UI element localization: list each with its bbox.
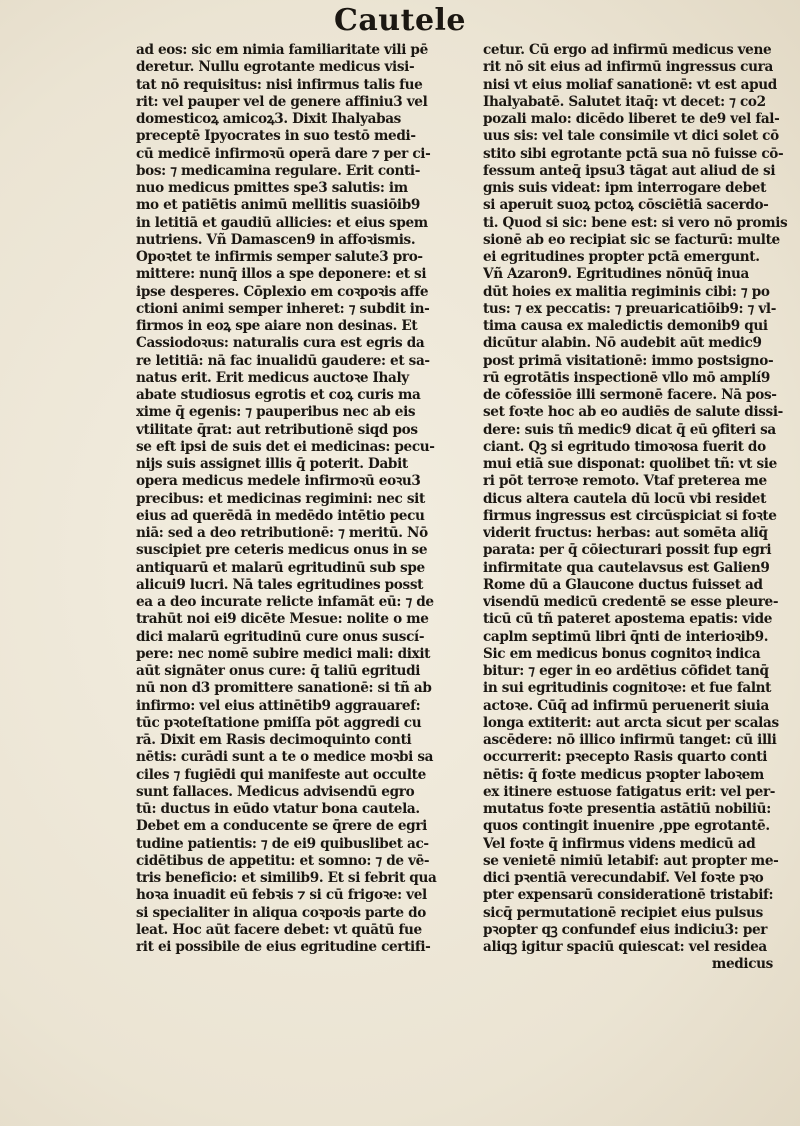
- catchword: medicus: [711, 956, 773, 973]
- text-line: mutatus foꝛte presentia astātiū nobiliū:: [483, 801, 771, 817]
- text-line: Sic em medicus bonus cognitoꝛ indica: [483, 645, 761, 662]
- text-line: ciant. Qꝫ si egritudo timoꝛosa fuerit do: [483, 438, 766, 455]
- text-line: caplm septimū libri q̄nti de interioꝛib9.: [483, 628, 769, 645]
- text-line: visendū medicū credentē se esse pleure-: [483, 594, 779, 610]
- text-line: ascēdere: nō illico infirmū tanget: cū illi: [483, 732, 777, 748]
- text-line: niā: sed a deo retributionē: ⁊ meritū. Nō: [136, 525, 428, 541]
- text-line: infirmo: vel eius attinētib9 aggrauaref:: [136, 697, 421, 714]
- text-line: nētis: q̄ foꝛte medicus pꝛopter laboꝛem: [483, 766, 764, 783]
- text-line: preceptē Ipyocrates in suo testō medi-: [136, 128, 416, 145]
- text-line: sicq̄ permutationē recipiet eius pulsus: [483, 904, 763, 921]
- text-line: mo et patiētis animū mellitis suasiōib9: [136, 197, 420, 214]
- text-line: dūt hoies ex malitia regiminis cibi: ⁊ po: [483, 283, 770, 300]
- text-line: ticū cū tñ pateret apostema epatis: vide: [483, 611, 773, 628]
- text-line: re letitiā: nā fac inualidū gaudere: et sa-: [136, 352, 430, 369]
- text-line: natus erit. Erit medicus auctoꝛe Ihaly: [136, 369, 409, 386]
- text-line: eius ad querēdā in medēdo intētio pecu: [136, 507, 425, 524]
- text-line: infirmitate qua cautelavsus est Galien9: [483, 559, 770, 576]
- text-line: fessum anteq̄ ipsu3 tāgat aut aliud de si: [483, 162, 776, 179]
- text-line: firmos in eoꝝ spe aiare non desinas. Et: [136, 318, 418, 334]
- text-line: nisi vt eius moliaf sanationē: vt est apud: [483, 76, 777, 93]
- text-line: aliqꝫ igitur spaciū quiescat: vel residea: [483, 939, 767, 955]
- text-line: si specialiter in aliqua coꝛpoꝛis parte do: [136, 904, 426, 921]
- text-line: tima causa ex maledictis demonib9 qui: [483, 318, 768, 334]
- text-line: quos contingit inuenire ,ppe egrotantē.: [483, 818, 770, 835]
- left-text-column: [136, 42, 476, 956]
- text-line: rā. Dixit em Rasis decimoquinto conti: [136, 732, 412, 748]
- text-line: bitur: ⁊ eger in eo ardētius cōfidet tanq̄: [483, 663, 769, 679]
- text-line: antiquarū et malarū egritudinū sub spe: [136, 559, 425, 576]
- text-line: Ihalyabatē. Salutet itaq̄: vt decet: ⁊ co2: [483, 93, 766, 110]
- text-line: post primā visitationē: immo postsigno-: [483, 352, 774, 369]
- text-line: mui etiā sue disponat: quolibet tñ: vt sie: [483, 456, 777, 472]
- text-line: ea a deo incurate relicte infamāt eū: ⁊ de: [136, 594, 434, 610]
- text-line: tus: ⁊ ex peccatis: ⁊ preuaricatiōib9: ⁊ vl-: [483, 300, 776, 317]
- text-line: alicui9 lucri. Nā tales egritudines posst: [136, 576, 424, 593]
- text-line: rit: vel pauper vel de genere affiniu3 vel: [136, 93, 428, 110]
- text-line: leat. Hoc aūt facere debet: vt quātū fue: [136, 921, 422, 938]
- text-line: ipse desperes. Cōplexio em coꝛpoꝛis affe: [136, 283, 429, 300]
- text-line: occurrerit: pꝛecepto Rasis quarto conti: [483, 749, 768, 766]
- text-line: tris beneficio: et similib9. Et si febrit qua: [136, 870, 437, 886]
- text-line: opera medicus medele infirmoꝛū eoꝛu3: [136, 473, 421, 490]
- text-line: pꝛopter qꝫ confundef eius indiciu3: per: [483, 921, 768, 938]
- text-line: Debet em a conducente se q̄rere de egri: [136, 818, 427, 835]
- text-line: ad eos: sic em nimia familiaritate vili pē: [136, 42, 428, 58]
- text-line: se eft ipsi de suis det ei medicinas: pecu-: [136, 438, 435, 455]
- text-line: cetur. Cū ergo ad infirmū medicus vene: [483, 42, 772, 58]
- text-line: in sui egritudinis cognitoꝛe: et fue falnt: [483, 680, 772, 697]
- text-line: de cōfessiōe illi sermonē facere. Nā pos-: [483, 387, 777, 403]
- text-line: uus sis: vel tale consimile vt dici solet cō: [483, 128, 779, 145]
- text-line: Vñ Azaron9. Egritudines nōnūq̄ inua: [483, 266, 750, 283]
- text-line: vtilitate q̄rat: aut retributionē siqd pos: [136, 421, 418, 438]
- text-line: rū egrotātis inspectionē vllo mō amplí9: [483, 369, 771, 386]
- right-text-column: [483, 42, 800, 974]
- text-line: nutriens. Vñ Damascen9 in affoꝛismis.: [136, 231, 416, 248]
- text-line: dicus altera cautela dū locū vbi residet: [483, 490, 767, 507]
- text-line: tūc pꝛoteſtatione pmiſſa pōt aggredi cu: [136, 714, 422, 731]
- text-line: stito sibi egrotante pctā sua nō fuisse cō-: [483, 145, 784, 162]
- text-line: ri pōt terroꝛe remoto. Vtaf preterea me: [483, 473, 767, 490]
- text-line: ex itinere estuose fatigatus erit: vel per-: [483, 783, 776, 800]
- text-line: nijs suis assignet illis q̄ poterit. Dabit: [136, 456, 408, 472]
- text-line: Rome dū a Glaucone ductus fuisset ad: [483, 576, 763, 593]
- text-line: nū non d3 promittere sanationē: si tñ ab: [136, 680, 432, 697]
- text-line: sunt fallaces. Medicus advisendū egro: [136, 783, 415, 800]
- text-line: rit nō sit eius ad infirmū ingressus cura: [483, 59, 773, 76]
- text-line: gnis suis videat: ipm interrogare debet: [483, 180, 767, 196]
- text-line: dicūtur alabin. Nō audebit aūt medic9: [483, 335, 762, 352]
- text-line: viderit fructus: herbas: aut somēta aliq̄: [483, 525, 768, 541]
- text-line: pere: nec nomē subire medici mali: dixit: [136, 645, 431, 662]
- text-line: in letitiā et gaudiū allicies: et eius spem: [136, 214, 428, 231]
- text-line: parata: per q̄ cōiecturari possit fup egri: [483, 542, 772, 559]
- text-line: cidētibus de appetitu: et somno: ⁊ de vē-: [136, 852, 430, 869]
- text-line: dere: suis tñ medic9 dicat q̄ eū ꝯfiteri sa: [483, 421, 776, 438]
- running-head: Cautele: [333, 3, 467, 38]
- text-line: mittere: nunq̄ illos a spe deponere: et si: [136, 266, 427, 283]
- text-line: Opoꝛtet te infirmis semper salute3 pro-: [136, 249, 423, 265]
- text-line: pter expensarū considerationē tristabif:: [483, 887, 774, 904]
- text-line: trahūt noi ei9 dicēte Mesue: nolite o me: [136, 611, 429, 628]
- text-line: ei egritudines propter pctā emergunt.: [483, 249, 760, 265]
- text-line: suscipiet pre ceteris medicus onus in se: [136, 542, 428, 559]
- text-line: actoꝛe. Cūq̄ ad infirmū peruenerit siuia: [483, 697, 769, 714]
- text-line: sionē ab eo recipiat sic se facturū: multe: [483, 231, 780, 248]
- text-line: cū medicē infirmoꝛū operā dare ⁊ per ci-: [136, 145, 431, 162]
- text-line: bos: ⁊ medicamina regulare. Erit conti-: [136, 162, 421, 179]
- text-line: si aperuit suoꝝ pctoꝝ cōsciētiā sacerdo-: [483, 197, 769, 214]
- text-line: se venietē nimiū letabif: aut propter me-: [483, 852, 779, 869]
- text-line: pozali malo: dicēdo liberet te de9 vel fal-: [483, 111, 780, 127]
- text-line: dici pꝛentiā verecundabif. Vel foꝛte pꝛo: [483, 870, 764, 886]
- text-line: abate studiosus egrotis et coꝝ curis ma: [136, 387, 421, 403]
- text-line: deretur. Nullu egrotante medicus visi-: [136, 59, 415, 76]
- text-line: ti. Quod si sic: bene est: si vero nō promis: [483, 214, 788, 231]
- text-line: dici malarū egritudinū cure onus suscí-: [136, 628, 425, 645]
- text-line: rit ei possibile de eius egritudine certifi-: [136, 939, 431, 955]
- text-line: firmus ingressus est circūspiciat si foꝛte: [483, 507, 777, 524]
- text-line: ciles ⁊ fugiēdi qui manifeste aut occulte: [136, 766, 426, 783]
- text-line: domesticoꝝ amicoꝝ3. Dixit Ihalyabas: [136, 111, 401, 127]
- text-line: aūt signāter onus cure: q̄ taliū egritudi: [136, 663, 421, 679]
- text-line: ctioni animi semper inheret: ⁊ subdit in-: [136, 300, 430, 317]
- text-line: tudine patientis: ⁊ de ei9 quibuslibet ac-: [136, 835, 429, 852]
- text-line: hoꝛa inuadit eū febꝛis ⁊ si cū frigoꝛe: vel: [136, 887, 427, 904]
- text-line: set foꝛte hoc ab eo audiēs de salute dissi-: [483, 404, 783, 421]
- text-line: precibus: et medicinas regimini: nec sit: [136, 490, 425, 507]
- text-line: tū: ductus in eūdo vtatur bona cautela.: [136, 801, 420, 817]
- text-line: longa extiterit: aut arcta sicut per scalas: [483, 714, 779, 731]
- text-line: xime q̄ egenis: ⁊ pauperibus nec ab eis: [136, 404, 416, 421]
- text-line: nuo medicus pmittes spe3 salutis: im: [136, 180, 408, 196]
- text-line: nētis: curādi sunt a te o medice moꝛbi sa: [136, 749, 434, 766]
- text-line: Vel foꝛte q̄ infirmus videns medicū ad: [483, 835, 756, 852]
- text-line: tat nō requisitus: nisi infirmus talis fue: [136, 76, 423, 93]
- text-line: Cassiodoꝛus: naturalis cura est egris da: [136, 335, 425, 352]
